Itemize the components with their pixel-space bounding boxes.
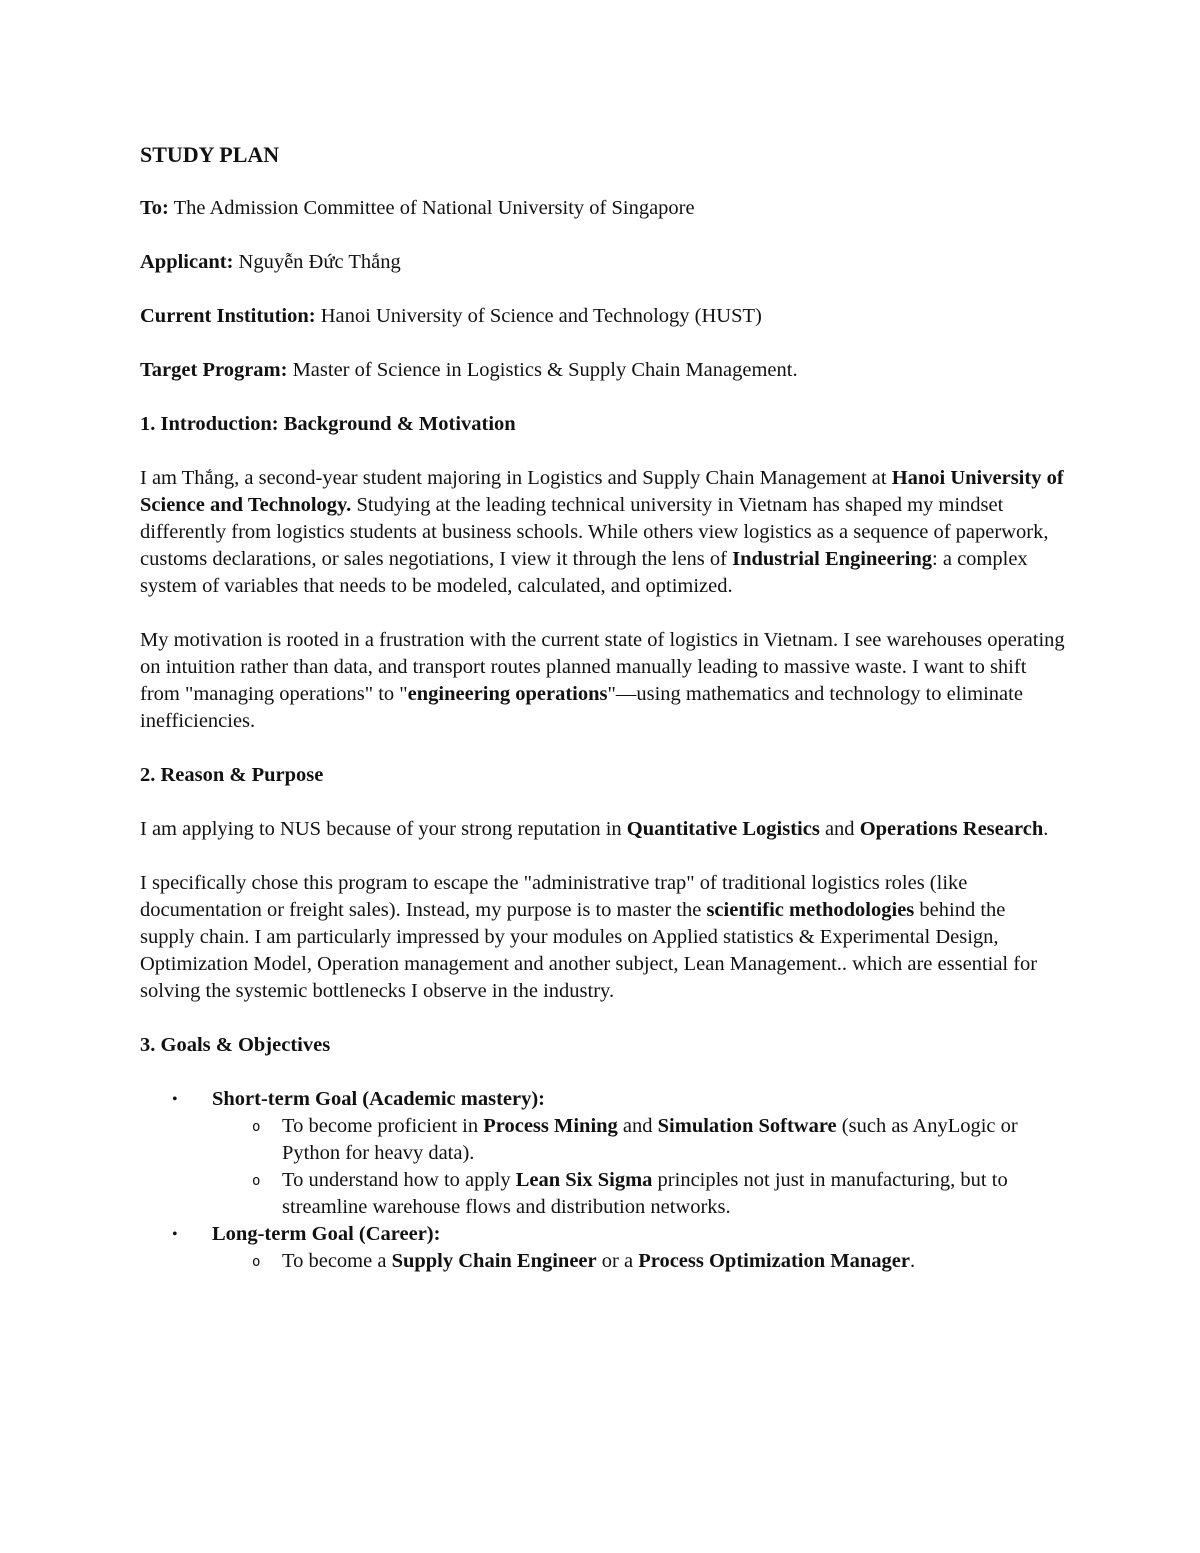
text-run: and	[819, 818, 860, 840]
emphasis-process-optimization-manager: Process Optimization Manager	[638, 1250, 910, 1272]
short-term-objectives	[212, 1113, 1065, 1221]
meta-applicant-value: Nguyễn Đức Thắng	[233, 251, 401, 273]
text-run: behind the supply chain. I am particularly impressed by your modules on Applied statistics & Experimental Design, Optimization Model, Operation management and another subject, Lean Management.. which are essential for solving the systemic bottlenecks I observe in the industry.	[140, 899, 1038, 1002]
emphasis-quantitative-logistics: Quantitative Logistics	[626, 818, 820, 840]
text-run: : a complex system of variables that needs to be modeled, calculated, and optimized.	[140, 548, 1028, 597]
bullet-icon: •	[172, 1226, 178, 1243]
long-term-objectives	[212, 1248, 1065, 1275]
text-run: "—using mathematics and technology to eliminate inefficiencies.	[140, 683, 1023, 732]
section-3-heading: 3. Goals & Objectives	[140, 1034, 331, 1056]
text-run: I specifically chose this program to escape the "administrative trap" of traditional logistics roles (like documentation or freight sales). Instead, my purpose is to master the	[140, 872, 968, 921]
text-run: I am Thắng, a second-year student majoring in Logistics and Supply Chain Management at	[140, 467, 892, 489]
sub-bullet-icon: o	[252, 1173, 261, 1189]
goal-long-term	[140, 1221, 1065, 1275]
text-run: I am applying to NUS because of your strong reputation in	[140, 818, 627, 840]
meta-applicant	[140, 249, 1065, 276]
meta-to-label: To:	[140, 197, 169, 219]
emphasis-lean-six-sigma: Lean Six Sigma	[515, 1169, 653, 1191]
emphasis-industrial-engineering: Industrial Engineering	[732, 548, 933, 570]
meta-applicant-label: Applicant:	[140, 251, 234, 273]
goal-short-term	[140, 1086, 1065, 1221]
goal-short-term-label: Short-term Goal (Academic mastery):	[212, 1088, 546, 1110]
meta-institution	[140, 303, 1065, 330]
sub-bullet-icon: o	[252, 1119, 261, 1135]
goals-list	[140, 1086, 1065, 1275]
meta-program-label: Target Program:	[140, 359, 288, 381]
emphasis-process-mining: Process Mining	[483, 1115, 618, 1137]
bullet-icon: •	[172, 1091, 178, 1108]
text-run: To become proficient in	[282, 1115, 484, 1137]
emphasis-supply-chain-engineer: Supply Chain Engineer	[391, 1250, 597, 1272]
meta-institution-value: Hanoi University of Science and Technology (HUST)	[315, 305, 762, 327]
text-run: Studying at the leading technical university in Vietnam has shaped my mindset differently from logistics students at business schools. While others view logistics as a sequence of paperwork, customs declarations, or sales negotiations, I view it through the lens of	[140, 494, 1049, 570]
text-run: .	[1043, 818, 1049, 840]
sub-bullet-icon: o	[252, 1254, 261, 1270]
objective-item	[212, 1248, 1065, 1275]
section-1-heading: 1. Introduction: Background & Motivation	[140, 413, 516, 435]
text-run: principles not just in manufacturing, but to streamline warehouse flows and distribution networks.	[282, 1169, 1008, 1218]
document-title: STUDY PLAN	[140, 142, 280, 167]
emphasis-hust: Hanoi University of Science and Technology.	[140, 467, 1064, 516]
text-run: .	[909, 1250, 916, 1272]
text-run: My motivation is rooted in a frustration with the current state of logistics in Vietnam. I see warehouses operating on intuition rather than data, and transport routes planned manually leading to massive waste. I want to shift from "managing operations" to "	[140, 629, 1065, 705]
meta-to-value: The Admission Committee of National University of Singapore	[168, 197, 695, 219]
section-2-paragraph-2	[140, 870, 1065, 1005]
meta-institution-label: Current Institution:	[140, 305, 316, 327]
emphasis-engineering-operations: engineering operations	[407, 683, 608, 705]
objective-item	[212, 1167, 1065, 1221]
document-body	[140, 140, 1065, 1275]
goal-long-term-label: Long-term Goal (Career):	[212, 1223, 441, 1245]
meta-program-value: Master of Science in Logistics & Supply Chain Management.	[287, 359, 798, 381]
section-2-heading: 2. Reason & Purpose	[140, 764, 324, 786]
text-run: (such as AnyLogic or Python for heavy data).	[282, 1115, 1018, 1164]
emphasis-operations-research: Operations Research	[859, 818, 1044, 840]
objective-item	[212, 1113, 1065, 1167]
section-1-paragraph-1	[140, 465, 1065, 600]
text-run: To become a	[282, 1250, 392, 1272]
section-1-paragraph-2	[140, 627, 1065, 735]
text-run: or a	[596, 1250, 639, 1272]
meta-to	[140, 195, 1065, 222]
meta-program	[140, 357, 1065, 384]
section-2-paragraph-1	[140, 816, 1065, 843]
text-run: and	[617, 1115, 658, 1137]
emphasis-scientific-methodologies: scientific methodologies	[706, 899, 915, 921]
emphasis-simulation-software: Simulation Software	[657, 1115, 837, 1137]
text-run: To understand how to apply	[282, 1169, 516, 1191]
